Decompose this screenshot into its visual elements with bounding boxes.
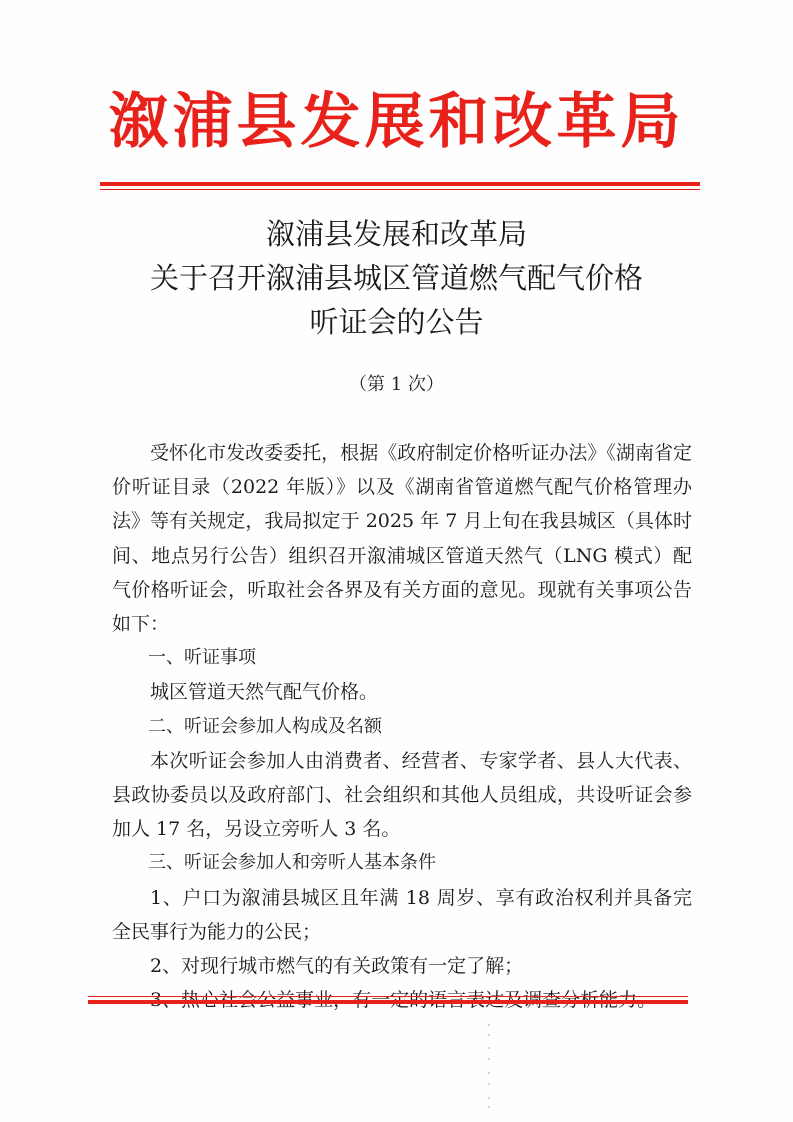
section-3-heading: 三、听证会参加人和旁听人基本条件 — [148, 852, 436, 874]
issue-number: （第 1 次） — [349, 374, 444, 395]
title-line-3: 听证会的公告 — [309, 305, 484, 339]
footer-rule-thin-line — [88, 996, 688, 997]
document-body — [112, 436, 692, 1017]
title-line-1: 溆浦县发展和改革局 — [265, 217, 527, 251]
rule-thick-line — [100, 182, 700, 186]
document-title — [0, 212, 793, 344]
intro-paragraph: 受怀化市发改委委托，根据《政府制定价格听证办法》《湖南省定价听证目录（2022 年版）》以及《湖南省管道燃气配气价格管理办法》等有关规定，我局拟定于 2025 年 7 月上旬在我县城区（具体时间、地点另行公告）组织召开溆浦城区管道天然气（LNG 模式）配气价格听证会，听取社会各界及有关方面的意见。现就有关事项公告如下： — [112, 442, 692, 636]
section-2-heading: 二、听证会参加人构成及名额 — [148, 715, 382, 737]
rule-thin-line — [100, 189, 700, 190]
section-2-text: 本次听证会参加人由消费者、经营者、专家学者、县人大代表、县政协委员以及政府部门、社会组织和其他人员组成，共设听证会参加人 17 名，另设立旁听人 3 名。 — [112, 749, 692, 841]
footer-rule-thick-line — [88, 1000, 688, 1004]
footer-red-rule — [88, 996, 688, 1004]
section-1-text: 城区管道天然气配气价格。 — [150, 681, 379, 704]
letterhead-org-name: 溆浦县发展和改革局 — [108, 87, 685, 157]
scan-noise-marks — [488, 1020, 491, 1110]
title-line-2: 关于召开溆浦县城区管道燃气配气价格 — [149, 261, 643, 295]
section-1-heading: 一、听证事项 — [148, 647, 256, 669]
section-3-item-1: 1、户口为溆浦县城区且年满 18 周岁、享有政治权利并具备完全民事行为能力的公民； — [112, 886, 692, 943]
section-3-item-2: 2、对现行城市燃气的有关政策有一定了解； — [150, 955, 524, 978]
